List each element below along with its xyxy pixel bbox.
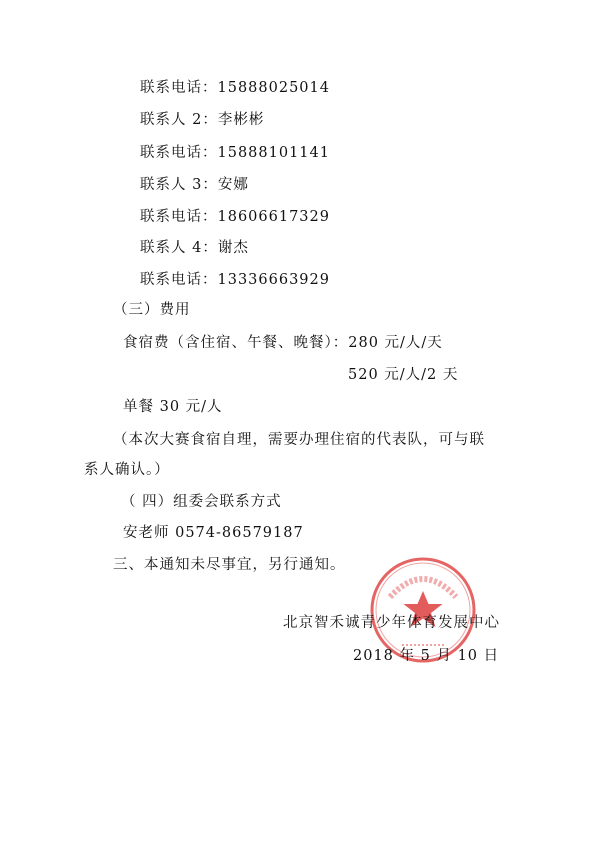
fee-note-line-1: （本次大赛食宿自理，需要办理住宿的代表队，可与联 <box>113 432 485 448</box>
committee-contact: 安老师 0574-86579187 <box>123 525 304 541</box>
fee-single-meal: 单餐 30 元/人 <box>123 399 223 415</box>
signature-organization: 北京智禾诚青少年体育发展中心 <box>283 615 500 631</box>
contact-person-4: 联系人 4：谢杰 <box>140 240 249 256</box>
section-contact-heading: （ 四）组委会联系方式 <box>121 494 282 510</box>
closing-statement: 三、本通知未尽事宜，另行通知。 <box>113 557 346 573</box>
contact-phone-4: 联系电话：13336663929 <box>140 272 330 288</box>
contact-phone-3: 联系电话：18606617329 <box>140 209 330 225</box>
fee-lodging-2days: 520 元/人/2 天 <box>348 367 459 383</box>
section-fees-heading: （三）费用 <box>113 302 191 318</box>
contact-phone-2: 联系电话：15888101141 <box>140 145 330 161</box>
fee-lodging-line: 食宿费（含住宿、午餐、晚餐）：280 元/人/天 <box>123 335 443 351</box>
signature-date: 2018 年 5 月 10 日 <box>353 648 500 664</box>
contact-person-3: 联系人 3：安娜 <box>140 177 249 193</box>
contact-person-2: 联系人 2：李彬彬 <box>140 112 265 128</box>
fee-note-line-2: 系人确认。） <box>84 462 170 478</box>
contact-phone-1: 联系电话：15888025014 <box>140 80 330 96</box>
